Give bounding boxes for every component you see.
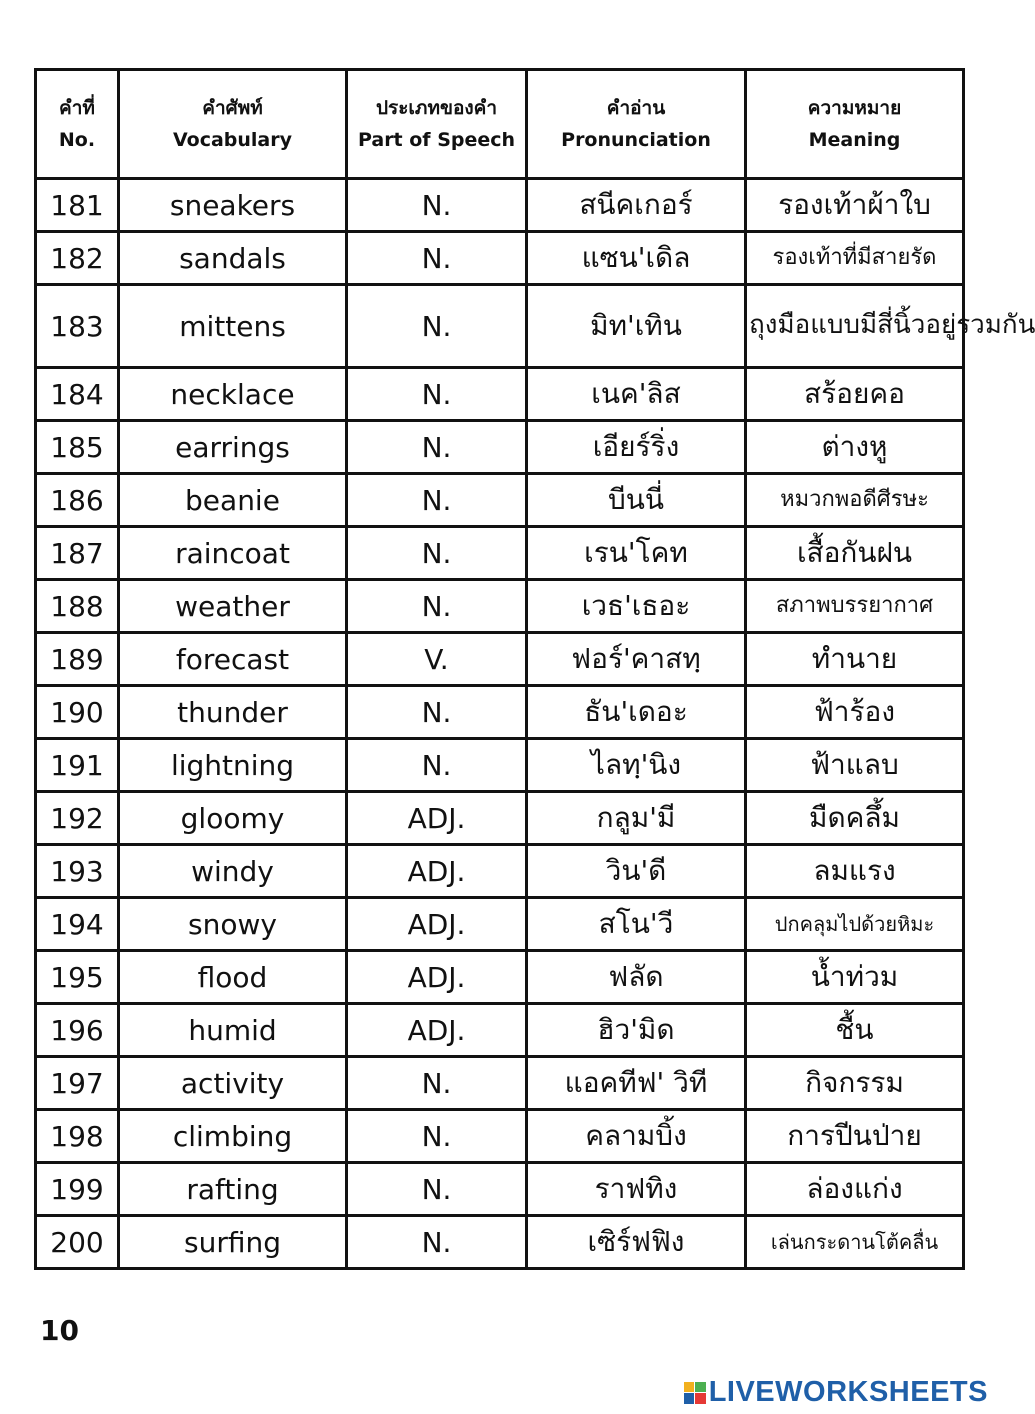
cell-pronunciation: เอียร์ริ่ง	[527, 421, 746, 474]
cell-word: rafting	[119, 1163, 347, 1216]
header-vocabulary-thai: คำศัพท์	[202, 96, 263, 119]
cell-word: sneakers	[119, 179, 347, 232]
cell-meaning: หมวกพอดีศีรษะ	[746, 474, 964, 527]
cell-pos: N.	[347, 474, 527, 527]
cell-pos: N.	[347, 1163, 527, 1216]
cell-pronunciation: วิน'ดี	[527, 845, 746, 898]
cell-pronunciation: เรน'โคท	[527, 527, 746, 580]
cell-word: earrings	[119, 421, 347, 474]
header-part-of-speech	[347, 70, 527, 179]
cell-pos: N.	[347, 1057, 527, 1110]
cell-pos: N.	[347, 739, 527, 792]
cell-pos: ADJ.	[347, 1004, 527, 1057]
cell-pos: N.	[347, 285, 527, 368]
cell-pronunciation: มิท'เทิน	[527, 285, 746, 368]
table-row	[36, 1004, 964, 1057]
cell-word: humid	[119, 1004, 347, 1057]
cell-meaning: ฟ้าแลบ	[746, 739, 964, 792]
cell-word: sandals	[119, 232, 347, 285]
cell-no: 199	[36, 1163, 119, 1216]
header-pos-english: Part of Speech	[357, 129, 516, 151]
cell-meaning: ถุงมือแบบมีสี่นิ้วอยู่รวมกัน	[746, 285, 964, 368]
header-pronunciation-english: Pronunciation	[561, 129, 711, 151]
cell-word: surfing	[119, 1216, 347, 1269]
cell-pronunciation: กลูม'มี	[527, 792, 746, 845]
cell-pos: ADJ.	[347, 845, 527, 898]
cell-pronunciation: ราฟทิง	[527, 1163, 746, 1216]
cell-no: 185	[36, 421, 119, 474]
cell-pronunciation: บีนนี่	[527, 474, 746, 527]
cell-meaning: น้ำท่วม	[746, 951, 964, 1004]
cell-meaning: ฟ้าร้อง	[746, 686, 964, 739]
header-pronunciation	[527, 70, 746, 179]
cell-pronunciation: คลามบิ้ง	[527, 1110, 746, 1163]
header-no-thai: คำที่	[59, 96, 95, 119]
cell-word: activity	[119, 1057, 347, 1110]
cell-pronunciation: ไลทฺ'นิง	[527, 739, 746, 792]
cell-pos: ADJ.	[347, 951, 527, 1004]
table-row	[36, 633, 964, 686]
cell-meaning: รองเท้าที่มีสายรัด	[746, 232, 964, 285]
cell-pos: N.	[347, 1216, 527, 1269]
cell-pos: V.	[347, 633, 527, 686]
cell-pronunciation: เนค'ลิส	[527, 368, 746, 421]
cell-word: raincoat	[119, 527, 347, 580]
cell-meaning: เสื้อกันฝน	[746, 527, 964, 580]
cell-pos: N.	[347, 686, 527, 739]
vocabulary-table	[34, 68, 1035, 1270]
cell-word: climbing	[119, 1110, 347, 1163]
cell-pos: N.	[347, 232, 527, 285]
cell-no: 187	[36, 527, 119, 580]
cell-meaning: ทำนาย	[746, 633, 964, 686]
cell-no: 181	[36, 179, 119, 232]
table-row	[36, 285, 964, 368]
table-row	[36, 686, 964, 739]
cell-pos: ADJ.	[347, 792, 527, 845]
header-meaning	[746, 70, 964, 179]
cell-meaning: สภาพบรรยากาศ	[746, 580, 964, 633]
cell-pronunciation: แซน'เดิล	[527, 232, 746, 285]
cell-meaning: กิจกรรม	[746, 1057, 964, 1110]
header-meaning-english: Meaning	[808, 129, 901, 151]
cell-pronunciation: ฮิว'มิด	[527, 1004, 746, 1057]
header-no-english: No.	[58, 129, 96, 151]
cell-meaning: เล่นกระดานโต้คลื่น	[746, 1216, 964, 1269]
cell-pos: ADJ.	[347, 898, 527, 951]
cell-no: 184	[36, 368, 119, 421]
cell-no: 200	[36, 1216, 119, 1269]
cell-pronunciation: เซิร์ฟฟิง	[527, 1216, 746, 1269]
table-row	[36, 179, 964, 232]
cell-no: 194	[36, 898, 119, 951]
cell-no: 192	[36, 792, 119, 845]
table-row	[36, 1163, 964, 1216]
cell-no: 191	[36, 739, 119, 792]
cell-pos: N.	[347, 179, 527, 232]
cell-word: mittens	[119, 285, 347, 368]
table-row	[36, 1216, 964, 1269]
cell-pronunciation: สนีคเกอร์	[527, 179, 746, 232]
cell-pos: N.	[347, 527, 527, 580]
cell-word: lightning	[119, 739, 347, 792]
cell-pronunciation: ธัน'เดอะ	[527, 686, 746, 739]
cell-meaning: ล่องแก่ง	[746, 1163, 964, 1216]
cell-meaning: รองเท้าผ้าใบ	[746, 179, 964, 232]
cell-word: weather	[119, 580, 347, 633]
cell-meaning: ปกคลุมไปด้วยหิมะ	[746, 898, 964, 951]
cell-meaning: มืดคลึ้ม	[746, 792, 964, 845]
brand-name: LIVEWORKSHEETS	[708, 1376, 988, 1408]
table-row	[36, 368, 964, 421]
header-vocabulary	[119, 70, 347, 179]
cell-pronunciation: สโน'วี	[527, 898, 746, 951]
cell-meaning: สร้อยคอ	[746, 368, 964, 421]
table-header-row	[36, 70, 964, 179]
cell-no: 182	[36, 232, 119, 285]
cell-word: flood	[119, 951, 347, 1004]
cell-no: 188	[36, 580, 119, 633]
cell-no: 189	[36, 633, 119, 686]
header-pronunciation-thai: คำอ่าน	[606, 96, 666, 119]
table-row	[36, 1110, 964, 1163]
cell-word: snowy	[119, 898, 347, 951]
header-meaning-thai: ความหมาย	[807, 96, 902, 119]
table-row	[36, 421, 964, 474]
cell-pronunciation: แอคทีฟ' วิที	[527, 1057, 746, 1110]
cell-no: 190	[36, 686, 119, 739]
cell-pos: N.	[347, 368, 527, 421]
cell-pronunciation: ฟลัด	[527, 951, 746, 1004]
cell-word: thunder	[119, 686, 347, 739]
table-row	[36, 792, 964, 845]
vocabulary-sheet	[34, 68, 1035, 1270]
table-row	[36, 1057, 964, 1110]
cell-no: 198	[36, 1110, 119, 1163]
cell-no: 193	[36, 845, 119, 898]
cell-meaning: การปีนป่าย	[746, 1110, 964, 1163]
header-pos-thai: ประเภทของคำ	[375, 96, 498, 119]
header-vocabulary-english: Vocabulary	[172, 129, 293, 151]
table-row	[36, 739, 964, 792]
cell-meaning: ชื้น	[746, 1004, 964, 1057]
table-row	[36, 845, 964, 898]
cell-word: necklace	[119, 368, 347, 421]
header-no	[36, 70, 119, 179]
cell-pos: N.	[347, 580, 527, 633]
liveworksheets-branding[interactable]	[684, 1376, 988, 1409]
table-row	[36, 898, 964, 951]
table-row	[36, 580, 964, 633]
cell-no: 197	[36, 1057, 119, 1110]
table-row	[36, 474, 964, 527]
cell-word: beanie	[119, 474, 347, 527]
cell-meaning: ลมแรง	[746, 845, 964, 898]
cell-pronunciation: ฟอร์'คาสทฺ	[527, 633, 746, 686]
table-row	[36, 527, 964, 580]
cell-no: 186	[36, 474, 119, 527]
cell-no: 195	[36, 951, 119, 1004]
cell-word: forecast	[119, 633, 347, 686]
cell-word: gloomy	[119, 792, 347, 845]
cell-no: 196	[36, 1004, 119, 1057]
cell-no: 183	[36, 285, 119, 368]
page-number: 10	[40, 1314, 79, 1347]
table-row	[36, 232, 964, 285]
cell-word: windy	[119, 845, 347, 898]
cell-meaning: ต่างหู	[746, 421, 964, 474]
table-row	[36, 951, 964, 1004]
cell-pos: N.	[347, 1110, 527, 1163]
liveworksheets-logo-icon	[684, 1382, 706, 1404]
cell-pos: N.	[347, 421, 527, 474]
cell-pronunciation: เวธ'เธอะ	[527, 580, 746, 633]
